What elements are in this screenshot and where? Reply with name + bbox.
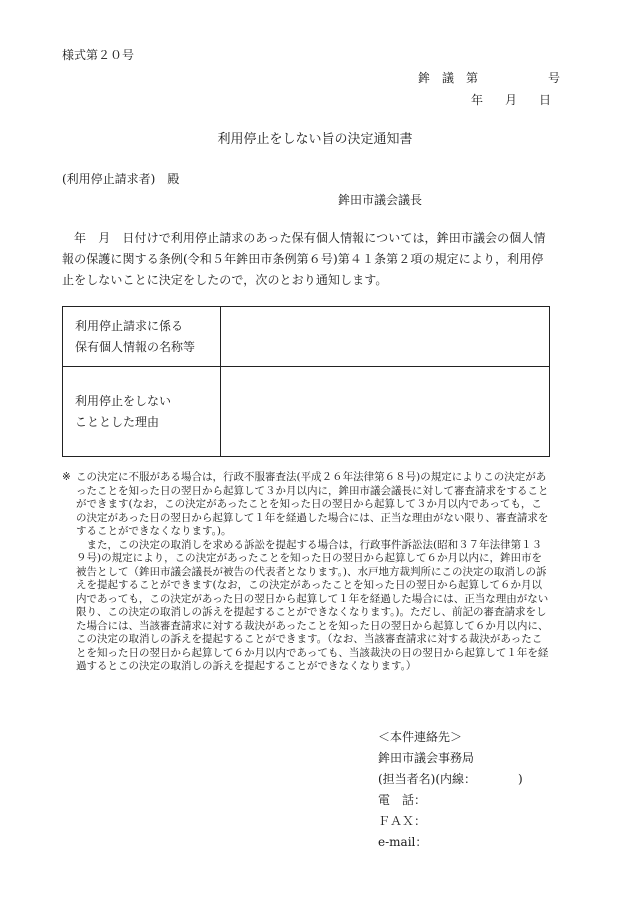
decision-table [62,306,550,457]
reference-prefix: 鉾 議 第 [418,71,479,85]
contact-person: (担当者名)(内線： ) [378,772,523,786]
row-label-line: 利用停止をしない [75,393,172,408]
sender: 鉾田市議会議長 [338,193,423,207]
document-title: 利用停止をしない旨の決定通知書 [217,132,413,147]
note-paragraph-lawsuit: また，この決定の取消しを求める訴訟を提起する場合は，行政事件訴訟法(昭和３７年法律第１３９号)の規定により，この決定があったことを知った日の翌日から起算して６か月以内に，鉾田市を被告として（鉾田市議会議長が被告の代表者となります。)、水戸地方裁判所にこの決定の取消しの訴えを提起することができます(なお，この決定があったことを知った日の翌日から起算して６か月以内であっても，この決定があった日の翌日から起算して１年を経過した場合には、正当な理由がない限り、この決定の取消しの訴えを提起することができなくなります。)。ただし、前記の審査請求をした場合には、当該審査請求に対する裁決があったことを知った日の翌日から起算して６か月以内に、この決定の取消しの訴えを提起することができます。（なお、当該審査請求に対する裁決があったことを知った日の翌日から起算して６か月以内であっても、当該裁決の日の翌日から起算して１年を経過するとこの決定の取消しの訴えを提起することができなくなります。） [76,538,549,672]
row-label-line: 保有個人情報の名称等 [75,339,196,354]
note-mark: ※ [62,471,71,483]
appeal-note [62,471,552,674]
contact-email: e-mail： [378,835,428,849]
row-value-reason [221,367,550,457]
date-day: 日 [539,93,552,107]
date-month: 月 [505,93,518,107]
reference-number-line [418,69,560,86]
body-text: 年 月 日付けで利用停止請求のあった保有個人情報については，鉾田市議会の個人情報の保護に関する条例(令和５年鉾田市条例第６号)第４１条第２項の規定により，利用停止をしないことに決定をしたので，次のとおり通知します。 [62,231,546,287]
contact-heading: ＜本件連絡先＞ [378,730,463,744]
table-row [63,307,550,367]
addressee: (利用停止請求者) 殿 [62,172,180,186]
note-paragraph-review [62,471,552,539]
row-label-info-name [63,307,221,367]
date-year: 年 [471,93,484,107]
contact-phone: 電 話： [378,793,427,807]
row-label-line: こととした理由 [75,414,160,429]
table-row [63,367,550,457]
row-label-reason [63,367,221,457]
reference-suffix: 号 [548,71,561,85]
row-label-line: 利用停止請求に係る [75,318,184,333]
contact-fax: ＦＡＸ： [378,814,427,828]
issue-date-line [471,91,551,108]
note-paragraph-text: この決定に不服がある場合は，行政不服審査法(平成２６年法律第６８号)の規定によりこの決定があったことを知った日の翌日から起算して３か月以内に，鉾田市議会議長に対して審査請求をすることができます(なお，この決定があったことを知った日の翌日から起算して３か月以内であっても，この決定があった日の翌日から起算して１年を経過した場合には、正当な理由がない限り、審査請求をすることができなくなります。)。 [76,471,549,537]
form-number: 様式第２０号 [62,48,135,62]
row-value-info-name [221,307,550,367]
contact-office: 鉾田市議会事務局 [378,751,475,765]
contact-block [378,727,523,853]
